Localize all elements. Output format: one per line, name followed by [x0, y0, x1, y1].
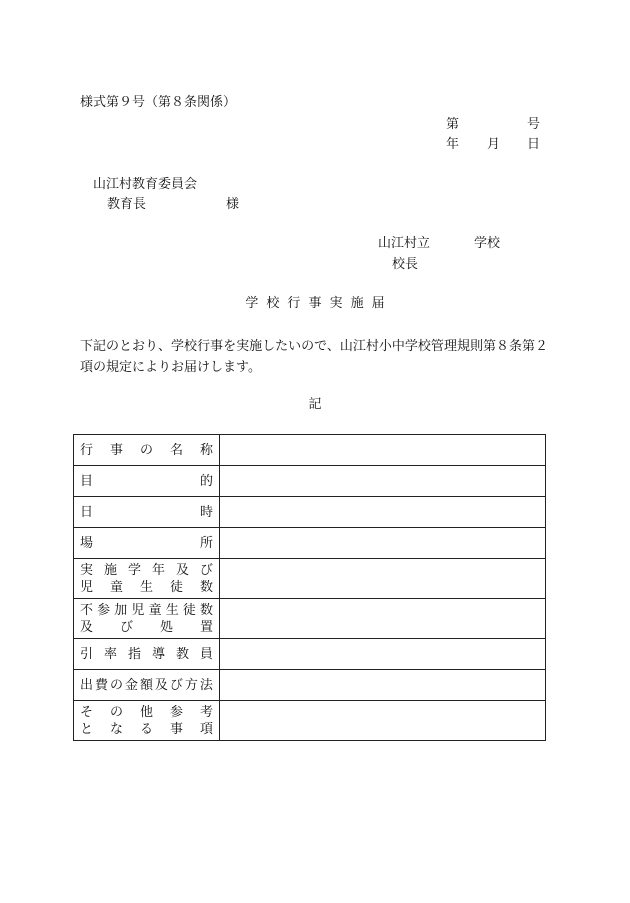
label-char: 及: [154, 677, 168, 693]
label-char: 及: [80, 619, 94, 635]
label-char: 金: [124, 677, 138, 693]
form-number: 様式第９号（第８条関係）: [80, 95, 237, 110]
label-char: 事: [109, 442, 123, 458]
row-label: [74, 639, 220, 670]
table-row: [74, 528, 546, 559]
row-label: [74, 435, 220, 466]
label-char: び: [199, 562, 213, 578]
label-char: 日: [80, 504, 94, 520]
label-char: 置: [199, 619, 213, 635]
label-char: 加: [114, 602, 128, 618]
label-char: 年: [151, 562, 165, 578]
date-day: 日: [527, 137, 541, 152]
label-char: 児: [80, 579, 94, 595]
label-char: 生: [139, 579, 153, 595]
label-char: 生: [165, 602, 179, 618]
label-char: 数: [199, 602, 213, 618]
label-line: [80, 677, 213, 694]
row-label: [74, 559, 220, 599]
label-char: 費: [94, 677, 108, 693]
body-text: 下記のとおり、学校行事を実施したいので、山江村小中学校管理規則第８条第２項の規定によりお届けします。: [80, 339, 548, 375]
label-char: 施: [103, 562, 117, 578]
label-char: 方: [184, 677, 198, 693]
table-row: [74, 639, 546, 670]
label-char: 考: [199, 704, 213, 720]
row-label: [74, 599, 220, 639]
addressee-honorific: 様: [226, 197, 240, 212]
label-char: 処: [159, 619, 173, 635]
label-line: [80, 504, 213, 521]
entry-field[interactable]: [220, 559, 546, 599]
label-char: 及: [175, 562, 189, 578]
label-line: [80, 473, 213, 490]
label-char: 児: [131, 602, 145, 618]
label-char: 学: [127, 562, 141, 578]
label-char: 数: [199, 579, 213, 595]
label-char: 名: [169, 442, 183, 458]
label-line: [80, 602, 213, 619]
label-char: 項: [199, 721, 213, 737]
label-char: 目: [80, 473, 94, 489]
label-line: [80, 562, 213, 579]
table-row: [74, 670, 546, 701]
table-row: [74, 497, 546, 528]
label-char: る: [139, 721, 153, 737]
label-char: 指: [127, 646, 141, 662]
label-char: 教: [175, 646, 189, 662]
label-char: 実: [80, 562, 94, 578]
document-title: 学校行事実施届: [245, 296, 393, 311]
label-line: [80, 721, 213, 738]
row-label: [74, 466, 220, 497]
label-char: 引: [80, 646, 94, 662]
label-char: 場: [80, 535, 94, 551]
label-char: 徒: [182, 602, 196, 618]
ki-heading: 記: [308, 397, 322, 412]
entry-field[interactable]: [220, 639, 546, 670]
label-char: 出: [80, 677, 94, 693]
label-char: 行: [80, 442, 94, 458]
label-char: の: [139, 442, 153, 458]
label-char: そ: [80, 704, 94, 720]
entry-field[interactable]: [220, 701, 546, 741]
entry-field[interactable]: [220, 497, 546, 528]
label-char: と: [80, 721, 94, 737]
label-line: [80, 535, 213, 552]
table-row: [74, 466, 546, 497]
label-char: 率: [103, 646, 117, 662]
row-label: [74, 528, 220, 559]
table-row: [74, 599, 546, 639]
date-year: 年: [446, 137, 460, 152]
row-label: [74, 497, 220, 528]
label-char: 法: [199, 677, 213, 693]
table-row: [74, 701, 546, 741]
row-label: [74, 670, 220, 701]
entry-field[interactable]: [220, 528, 546, 559]
label-char: 所: [199, 535, 213, 551]
label-line: [80, 579, 213, 596]
label-char: 童: [148, 602, 162, 618]
label-char: 額: [139, 677, 153, 693]
label-char: の: [109, 677, 123, 693]
row-label: [74, 701, 220, 741]
table-row: [74, 435, 546, 466]
entry-field[interactable]: [220, 435, 546, 466]
label-char: 不: [80, 602, 94, 618]
label-char: の: [109, 704, 123, 720]
label-char: 導: [151, 646, 165, 662]
entry-field[interactable]: [220, 599, 546, 639]
addressee-title: 教育長: [107, 197, 147, 212]
label-char: び: [169, 677, 183, 693]
date-month: 月: [487, 137, 501, 152]
document-number-suffix: 号: [527, 117, 541, 132]
label-char: 参: [169, 704, 183, 720]
label-line: [80, 442, 213, 459]
label-char: 的: [199, 473, 213, 489]
entry-field[interactable]: [220, 670, 546, 701]
label-char: 童: [109, 579, 123, 595]
label-line: [80, 646, 213, 663]
label-char: 徒: [169, 579, 183, 595]
label-char: び: [119, 619, 133, 635]
label-char: 参: [97, 602, 111, 618]
sender-principal: 校長: [392, 257, 419, 272]
document-number-prefix: 第: [446, 117, 460, 132]
label-line: [80, 704, 213, 721]
label-char: 員: [199, 646, 213, 662]
label-char: 時: [199, 504, 213, 520]
sender-school-prefix: 山江村立: [378, 236, 431, 251]
sender-school-suffix: 学校: [474, 236, 501, 251]
label-char: 称: [199, 442, 213, 458]
entry-field[interactable]: [220, 466, 546, 497]
addressee-organization: 山江村教育委員会: [93, 177, 198, 192]
event-form-table: [73, 434, 546, 741]
label-char: な: [109, 721, 123, 737]
label-char: 事: [169, 721, 183, 737]
table-row: [74, 559, 546, 599]
label-char: 他: [139, 704, 153, 720]
label-line: [80, 619, 213, 636]
